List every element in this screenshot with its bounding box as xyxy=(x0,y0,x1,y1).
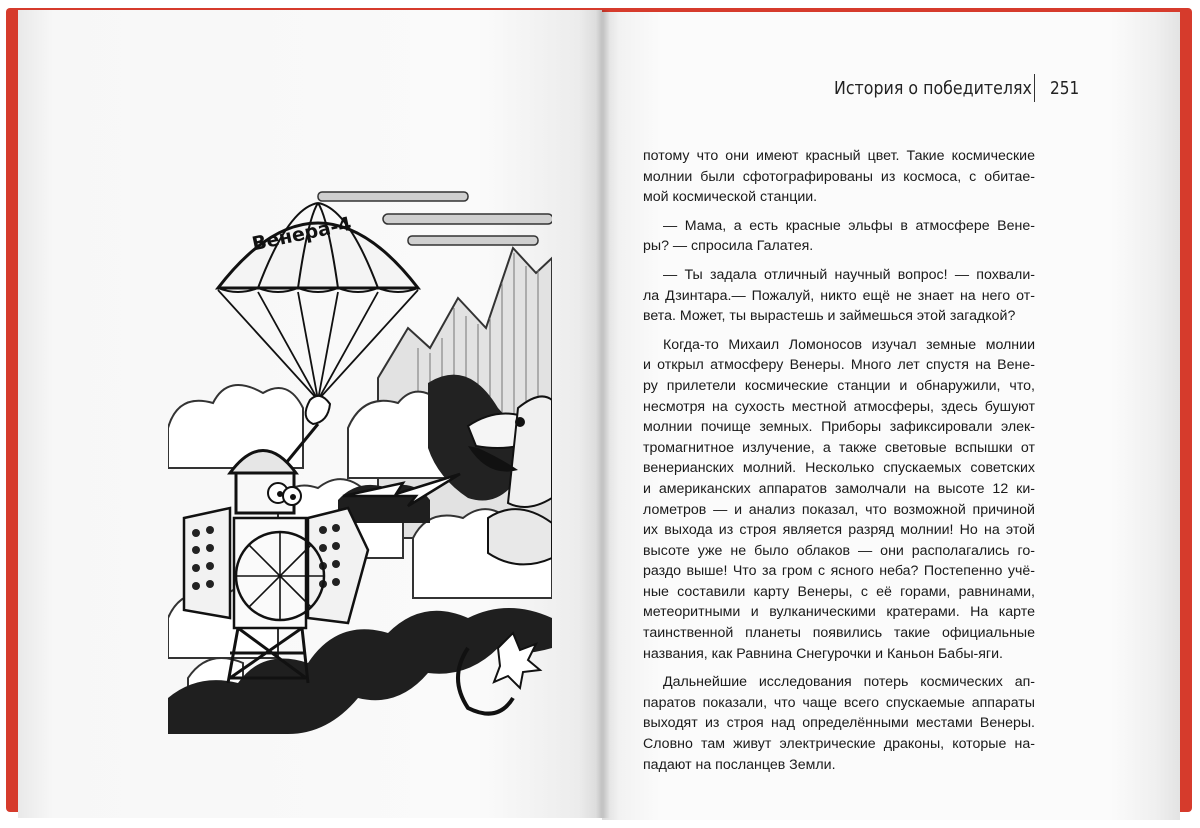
text-line: высоте уже не было облаков — они располагались го- xyxy=(643,542,1035,559)
body-text xyxy=(643,146,1035,775)
text-line: таинственной планеты появились такие официальные xyxy=(643,625,1035,642)
text-line: тромагнитное излучение, а также световые вспышки от xyxy=(643,439,1035,456)
text-line: метеоритными и вулканическими кратерами. На карте xyxy=(643,604,1035,621)
text-line: их выхода из строя является разряд молнии! Но на этой xyxy=(643,522,1035,539)
paragraph xyxy=(643,335,1035,665)
paragraph xyxy=(643,672,1035,775)
bleed-through-header xyxy=(120,76,460,98)
text-line: венерианских молний. Несколько спускаемых советских xyxy=(643,460,1035,477)
text-line: молнии были сфотографированы из космоса, с обитае- xyxy=(643,168,1035,185)
text-line: Словно там живут электрические драконы, которые на- xyxy=(643,736,1035,753)
running-head: История о победителях xyxy=(834,78,1032,99)
page-number: 251 xyxy=(1050,78,1080,99)
parachute-label: Венера-4 xyxy=(250,212,354,256)
book-spine-shadow xyxy=(596,10,610,818)
text-line: раздо выше! Что за гром с ясного неба? Постепенно учё- xyxy=(643,563,1035,580)
text-line: — Ты задала отличный научный вопрос! — похвали- xyxy=(663,266,1035,283)
text-line: выходят из строя над определёнными местами Венеры. xyxy=(643,715,1035,732)
text-line: ру прилетели космические станции и обнаружили, что, xyxy=(643,377,1035,394)
text-line: ла Дзинтара.— Пожалуй, никто ещё не знает на него от- xyxy=(643,287,1035,304)
text-line: вета. Может, ты вырастешь и займешься этой загадкой? xyxy=(643,308,1016,325)
text-line: и американских аппаратов замолчали на высоте 12 ки- xyxy=(643,480,1035,497)
text-line: потому что они имеют красный цвет. Такие космические xyxy=(643,148,1035,164)
paragraph xyxy=(643,216,1035,257)
text-line: мой космической станции. xyxy=(643,189,818,206)
text-line: Когда-то Михаил Ломоносов изучал земные молнии xyxy=(663,336,1035,353)
text-line: ры? — спросила Галатея. xyxy=(643,238,814,255)
text-line: лометров — и анализ показал, что возможной причиной xyxy=(643,501,1035,518)
paragraph xyxy=(643,146,1035,208)
text-line: Дальнейшие исследования потерь космических ап- xyxy=(663,674,1035,691)
text-line: названия, как Равнина Снегурочки и Каньон Бабы-яги. xyxy=(643,645,1003,662)
text-line: — Мама, а есть красные эльфы в атмосфере Вене- xyxy=(663,217,1035,234)
header-divider xyxy=(1034,74,1035,102)
text-line: ные составили карту Венеры, с её горами, равнинами, xyxy=(643,583,1035,600)
paragraph xyxy=(643,265,1035,327)
text-line: паратов показали, что чаще всего спускаемые аппараты xyxy=(643,694,1035,711)
venera-parachute-illustration xyxy=(168,178,552,734)
text-line: и открыл атмосферу Венеры. Много лет спустя на Вене- xyxy=(643,357,1035,374)
text-line: несмотря на сухость местной атмосферы, здесь бушуют xyxy=(643,398,1035,415)
text-line: падают на посланцев Земли. xyxy=(643,756,836,773)
text-line: молнии почище земных. Приборы зафиксировали элек- xyxy=(643,419,1035,436)
